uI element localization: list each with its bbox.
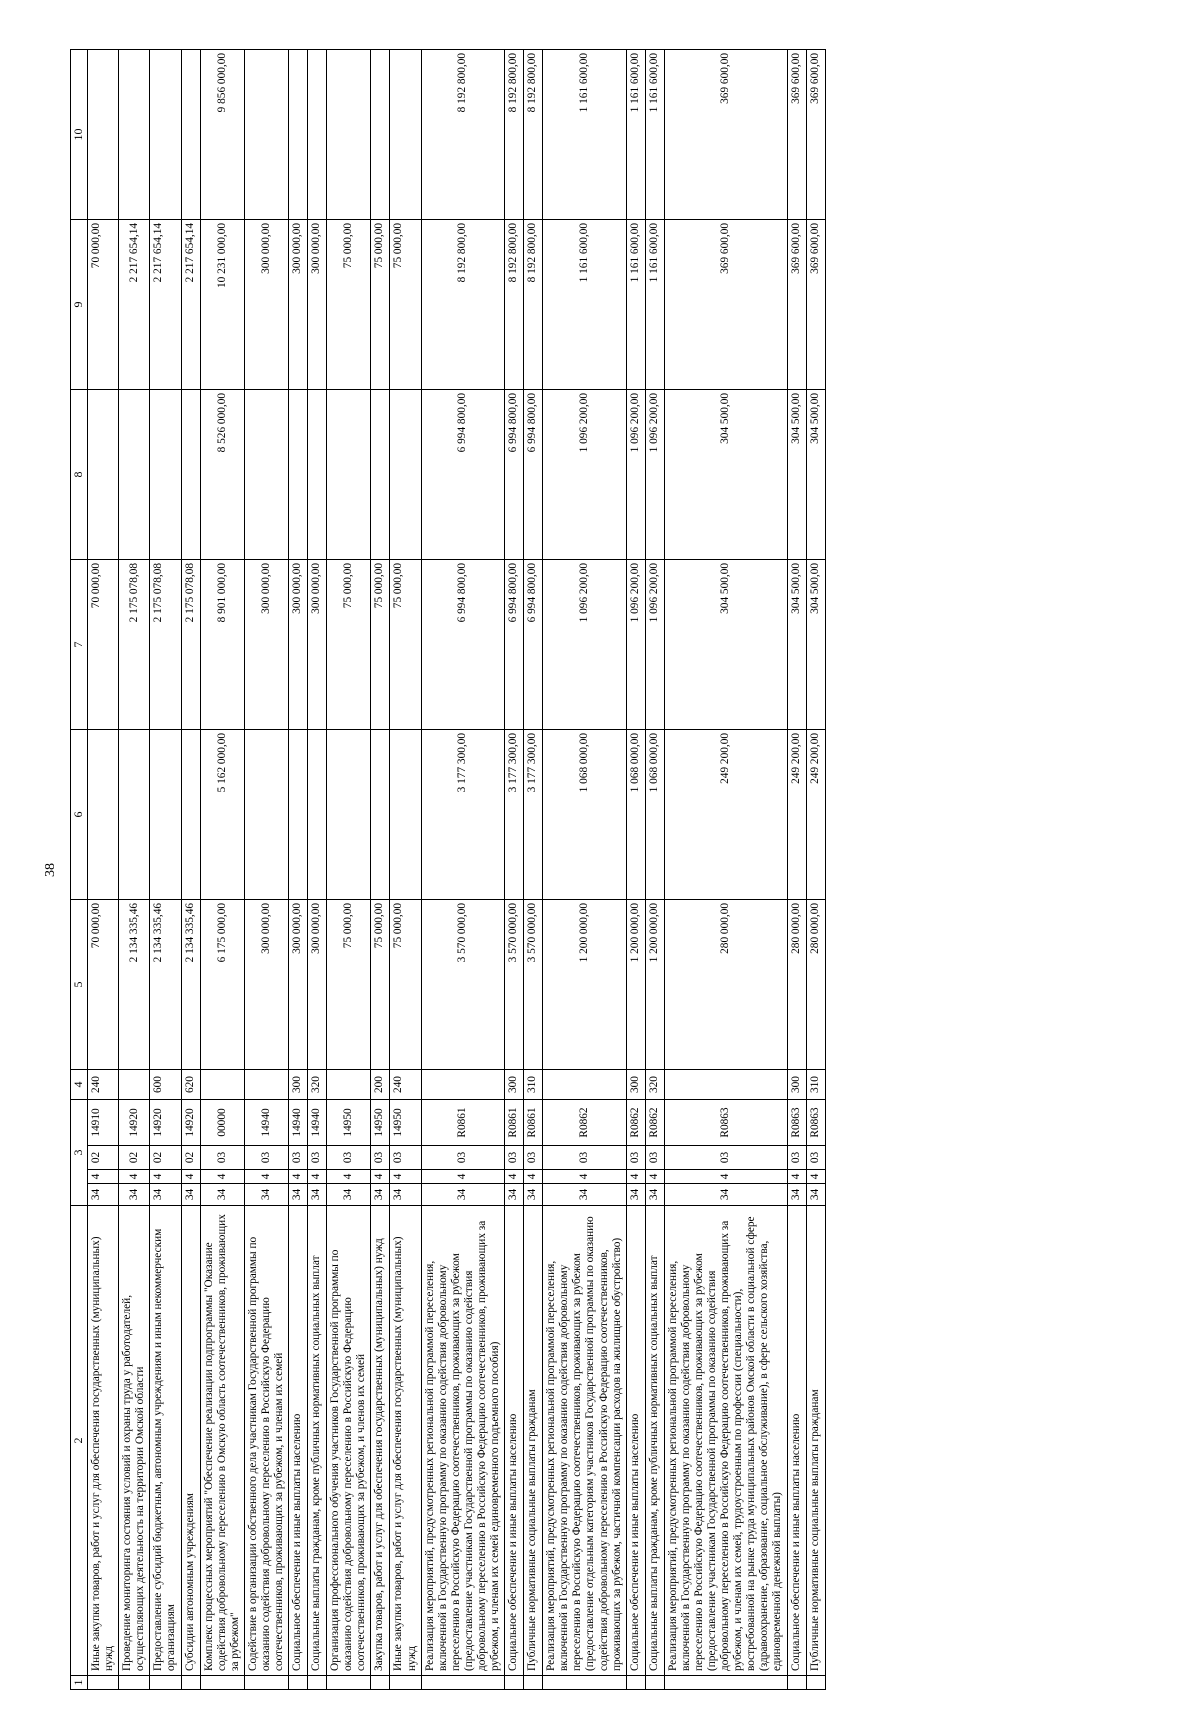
column-header: 3 [71,1100,88,1206]
budget-table [70,49,826,1690]
code-cell: 4 [88,1170,119,1184]
row-name: Реализация мероприятий, предусмотренных региональной программой переселения, включенной в Государственную программу по оказанию содействия добровольному переселению в Российскую Федерацию соотечественников, проживающих за рубежом (предоставление участникам Государственной программы по оказанию содействия добровольному переселению в Российскую Федерацию соотечественников, проживающих за рубежом, и членам их семей единовременного подъемного пособия) [421,1206,505,1676]
table-body [88,50,826,1690]
amount-cell: 75 000,00 [390,560,421,730]
amount-cell: 3 177 300,00 [421,730,505,900]
amount-cell: 1 200 000,00 [543,900,627,1070]
row-index-cell [119,1676,150,1690]
code-cell: 4 [150,1170,181,1184]
amount-cell: 300 000,00 [244,900,288,1070]
row-index-cell [88,1676,119,1690]
code-cell: 14950 [327,1100,371,1146]
page-number: 38 [43,863,58,877]
code-cell: 03 [806,1146,825,1170]
amount-cell: 6 994 800,00 [421,560,505,730]
amount-cell: 2 175 078,08 [119,560,150,730]
amount-cell [150,730,181,900]
row-name: Публичные нормативные социальные выплаты гражданам [806,1206,825,1676]
amount-cell: 280 000,00 [787,900,806,1070]
code-cell: 02 [181,1146,200,1170]
code-cell: 34 [327,1184,371,1206]
code-cell: 14940 [289,1100,308,1146]
table-row [244,50,288,1690]
code-cell: 34 [88,1184,119,1206]
code-cell: 14950 [390,1100,421,1146]
row-name: Иные закупки товаров, работ и услуг для обеспечения государственных (муниципальных) нужд [390,1206,421,1676]
amount-cell: 6 994 800,00 [505,560,524,730]
table-row [371,50,390,1690]
table-row [308,50,327,1690]
row-index-cell [787,1676,806,1690]
amount-cell [88,390,119,560]
row-name: Закупка товаров, работ и услуг для обеспечения государственных (муниципальных) нужд [371,1206,390,1676]
code-cell: 34 [626,1184,645,1206]
table-row [787,50,806,1690]
table-row [88,50,119,1690]
column-header: 9 [71,220,88,390]
amount-cell: 3 177 300,00 [524,730,543,900]
code-cell: 4 [327,1170,371,1184]
code-cell: 34 [308,1184,327,1206]
code-cell: R0863 [787,1100,806,1146]
amount-cell: 369 600,00 [787,220,806,390]
row-index-cell [327,1676,371,1690]
code-cell: 14940 [244,1100,288,1146]
column-header: 7 [71,560,88,730]
row-index-cell [244,1676,288,1690]
code-cell: R0862 [626,1100,645,1146]
amount-cell: 1 068 000,00 [626,730,645,900]
amount-cell [244,730,288,900]
amount-cell: 8 192 800,00 [505,220,524,390]
amount-cell: 249 200,00 [787,730,806,900]
code-cell: 03 [244,1146,288,1170]
row-name: Организация профессионального обучения участников Государственной программы по оказанию содействия добровольному переселению в Российскую Федерацию соотечественников, проживающих за рубежом, и членов их семей [327,1206,371,1676]
code-cell: R0863 [806,1100,825,1146]
code-cell: 03 [543,1146,627,1170]
code-cell: 4 [119,1170,150,1184]
amount-cell: 300 000,00 [244,220,288,390]
row-index-cell [806,1676,825,1690]
amount-cell: 249 200,00 [664,730,787,900]
amount-cell [289,50,308,220]
amount-cell: 304 500,00 [806,560,825,730]
amount-cell: 6 994 800,00 [421,390,505,560]
amount-cell: 300 000,00 [308,220,327,390]
amount-cell: 8 192 800,00 [505,50,524,220]
amount-cell [327,390,371,560]
row-name: Социальное обеспечение и иные выплаты населению [289,1206,308,1676]
table-row [390,50,421,1690]
expense-type-cell: 200 [371,1070,390,1100]
amount-cell: 300 000,00 [308,900,327,1070]
amount-cell: 6 175 000,00 [200,900,244,1070]
code-cell: 00000 [200,1100,244,1146]
amount-cell [150,50,181,220]
amount-cell [244,50,288,220]
column-header: 5 [71,900,88,1070]
amount-cell [327,50,371,220]
column-header: 2 [71,1206,88,1676]
amount-cell: 5 162 000,00 [200,730,244,900]
amount-cell: 280 000,00 [806,900,825,1070]
code-cell: 34 [806,1184,825,1206]
table-row [505,50,524,1690]
row-index-cell [200,1676,244,1690]
amount-cell [308,390,327,560]
row-index-cell [181,1676,200,1690]
expense-type-cell: 320 [308,1070,327,1100]
code-cell: 03 [308,1146,327,1170]
table-row [181,50,200,1690]
code-cell: 14920 [119,1100,150,1146]
table-row [664,50,787,1690]
amount-cell: 8 526 000,00 [200,390,244,560]
row-index-cell [150,1676,181,1690]
amount-cell: 369 600,00 [806,50,825,220]
amount-cell: 75 000,00 [327,220,371,390]
code-cell: 34 [200,1184,244,1206]
code-cell: 34 [505,1184,524,1206]
code-cell: 02 [150,1146,181,1170]
column-header: 8 [71,390,88,560]
column-number-row [71,50,88,1690]
amount-cell: 369 600,00 [787,50,806,220]
amount-cell: 1 096 200,00 [626,560,645,730]
amount-cell [390,390,421,560]
amount-cell [244,390,288,560]
amount-cell [181,730,200,900]
amount-cell: 75 000,00 [390,220,421,390]
row-index-cell [371,1676,390,1690]
expense-type-cell: 620 [181,1070,200,1100]
row-name: Социальное обеспечение и иные выплаты населению [505,1206,524,1676]
row-name: Реализация мероприятий, предусмотренных региональной программой переселения, включенной в Государственную программу по оказанию содействия добровольному переселению в Российскую Федерацию соотечественников, проживающих за рубежом (предоставление отдельным категориям участников Государственной программы по оказанию содействия добровольному переселению в Российскую Федерацию соотечественников, проживающих за рубежом, частичной компенсации расходов на жилищное обустройство) [543,1206,627,1676]
code-cell: 34 [150,1184,181,1206]
table-row [421,50,505,1690]
amount-cell [371,50,390,220]
row-name: Иные закупки товаров, работ и услуг для обеспечения государственных (муниципальных) нужд [88,1206,119,1676]
code-cell: R0861 [505,1100,524,1146]
code-cell: 4 [200,1170,244,1184]
code-cell: R0863 [664,1100,787,1146]
row-index-cell [543,1676,627,1690]
amount-cell: 75 000,00 [390,900,421,1070]
table-row [327,50,371,1690]
amount-cell: 1 161 600,00 [626,220,645,390]
code-cell: 34 [664,1184,787,1206]
row-name: Предоставление субсидий бюджетным, автономным учреждениям и иным некоммерческим организациям [150,1206,181,1676]
amount-cell: 304 500,00 [806,390,825,560]
code-cell: R0862 [645,1100,664,1146]
expense-type-cell [543,1070,627,1100]
code-cell: 02 [88,1146,119,1170]
amount-cell: 300 000,00 [289,220,308,390]
amount-cell: 3 570 000,00 [421,900,505,1070]
code-cell: 4 [308,1170,327,1184]
amount-cell: 304 500,00 [664,560,787,730]
expense-type-cell: 300 [505,1070,524,1100]
amount-cell: 8 192 800,00 [524,220,543,390]
amount-cell [88,730,119,900]
amount-cell: 1 096 200,00 [645,560,664,730]
code-cell: 14950 [371,1100,390,1146]
code-cell: 34 [787,1184,806,1206]
code-cell: 4 [806,1170,825,1184]
amount-cell: 280 000,00 [664,900,787,1070]
code-cell: 34 [119,1184,150,1206]
amount-cell: 300 000,00 [308,560,327,730]
code-cell: 03 [390,1146,421,1170]
amount-cell: 304 500,00 [787,560,806,730]
amount-cell: 75 000,00 [371,900,390,1070]
row-index-cell [308,1676,327,1690]
amount-cell: 3 177 300,00 [505,730,524,900]
code-cell: 03 [626,1146,645,1170]
amount-cell: 1 200 000,00 [645,900,664,1070]
amount-cell: 70 000,00 [88,220,119,390]
row-index-cell [390,1676,421,1690]
code-cell: 14910 [88,1100,119,1146]
amount-cell: 1 068 000,00 [543,730,627,900]
code-cell: 34 [524,1184,543,1206]
amount-cell: 8 192 800,00 [421,50,505,220]
amount-cell [371,390,390,560]
row-index-cell [524,1676,543,1690]
expense-type-cell: 300 [289,1070,308,1100]
code-cell: 03 [327,1146,371,1170]
row-name: Субсидии автономным учреждениям [181,1206,200,1676]
table-row [543,50,627,1690]
amount-cell: 9 856 000,00 [200,50,244,220]
expense-type-cell [244,1070,288,1100]
amount-cell [390,730,421,900]
code-cell: 03 [371,1146,390,1170]
code-cell: 34 [543,1184,627,1206]
code-cell: 4 [645,1170,664,1184]
code-cell: 03 [200,1146,244,1170]
amount-cell: 8 192 800,00 [421,220,505,390]
expense-type-cell: 300 [626,1070,645,1100]
amount-cell: 369 600,00 [664,50,787,220]
code-cell: R0862 [543,1100,627,1146]
amount-cell: 70 000,00 [88,560,119,730]
table-row [806,50,825,1690]
amount-cell: 304 500,00 [787,390,806,560]
amount-cell: 2 175 078,08 [150,560,181,730]
row-name: Содействие в организации собственного дела участникам Государственной программы по оказанию содействия добровольному переселению в Российскую Федерацию соотечественников, проживающих за рубежом, и членам их семей [244,1206,288,1676]
amount-cell: 6 994 800,00 [524,390,543,560]
amount-cell: 2 217 654,14 [150,220,181,390]
row-index-cell [421,1676,505,1690]
amount-cell: 2 134 335,46 [181,900,200,1070]
table-row [150,50,181,1690]
amount-cell: 10 231 000,00 [200,220,244,390]
expense-type-cell [664,1070,787,1100]
row-name: Социальные выплаты гражданам, кроме публичных нормативных социальных выплат [645,1206,664,1676]
amount-cell: 8 901 000,00 [200,560,244,730]
code-cell: 34 [244,1184,288,1206]
row-name: Публичные нормативные социальные выплаты гражданам [524,1206,543,1676]
amount-cell [150,390,181,560]
amount-cell: 1 096 200,00 [543,390,627,560]
code-cell: 4 [244,1170,288,1184]
code-cell: R0861 [421,1100,505,1146]
code-cell: 4 [524,1170,543,1184]
code-cell: 03 [524,1146,543,1170]
amount-cell: 2 217 654,14 [119,220,150,390]
amount-cell: 304 500,00 [664,390,787,560]
amount-cell [308,50,327,220]
amount-cell: 369 600,00 [806,220,825,390]
amount-cell [181,390,200,560]
amount-cell: 1 096 200,00 [645,390,664,560]
code-cell: 4 [626,1170,645,1184]
amount-cell [119,50,150,220]
amount-cell: 1 200 000,00 [626,900,645,1070]
code-cell: 34 [289,1184,308,1206]
code-cell: 4 [664,1170,787,1184]
amount-cell: 75 000,00 [371,220,390,390]
amount-cell: 2 134 335,46 [119,900,150,1070]
amount-cell: 300 000,00 [289,900,308,1070]
code-cell: 4 [543,1170,627,1184]
amount-cell: 75 000,00 [327,900,371,1070]
amount-cell: 1 161 600,00 [543,50,627,220]
amount-cell: 1 161 600,00 [626,50,645,220]
code-cell: 34 [421,1184,505,1206]
expense-type-cell [327,1070,371,1100]
code-cell: 14920 [150,1100,181,1146]
code-cell: 14920 [181,1100,200,1146]
amount-cell: 369 600,00 [664,220,787,390]
amount-cell: 8 192 800,00 [524,50,543,220]
column-header: 1 [71,1676,88,1690]
table-row [119,50,150,1690]
row-index-cell [505,1676,524,1690]
amount-cell: 1 068 000,00 [645,730,664,900]
amount-cell [308,730,327,900]
expense-type-cell: 310 [806,1070,825,1100]
amount-cell [289,730,308,900]
amount-cell: 75 000,00 [371,560,390,730]
row-index-cell [645,1676,664,1690]
expense-type-cell: 240 [88,1070,119,1100]
column-header: 6 [71,730,88,900]
code-cell: 4 [421,1170,505,1184]
code-cell: 34 [645,1184,664,1206]
amount-cell [88,50,119,220]
amount-cell: 70 000,00 [88,900,119,1070]
expense-type-cell: 320 [645,1070,664,1100]
code-cell: 03 [421,1146,505,1170]
expense-type-cell: 310 [524,1070,543,1100]
code-cell: 4 [505,1170,524,1184]
code-cell: 34 [371,1184,390,1206]
code-cell: 02 [119,1146,150,1170]
table-row [645,50,664,1690]
table-row [289,50,308,1690]
row-name: Социальное обеспечение и иные выплаты населению [787,1206,806,1676]
code-cell: 34 [390,1184,421,1206]
row-name: Социальные выплаты гражданам, кроме публичных нормативных социальных выплат [308,1206,327,1676]
code-cell: 4 [371,1170,390,1184]
code-cell: 34 [181,1184,200,1206]
row-name: Реализация мероприятий, предусмотренных региональной программой переселения, включенной в Государственную программу по оказанию содействия добровольному переселению в Российскую Федерацию соотечественников, проживающих за рубежом (предоставление участникам Государственной программы по оказанию содействия добровольному переселению в Российскую Федерацию соотечественников, проживающих за рубежом, и членам их семей, трудоустроенным по профессии (специальности), востребованной на рынке труда муниципальных районов Омской области в социальной сфере (здравоохранение, образование, социальное обслуживание), в сфере сельского хозяйства, единовременной денежной выплаты) [664,1206,787,1676]
amount-cell: 249 200,00 [806,730,825,900]
row-index-cell [289,1676,308,1690]
amount-cell [327,730,371,900]
expense-type-cell [200,1070,244,1100]
row-index-cell [664,1676,787,1690]
column-header: 4 [71,1070,88,1100]
rotated-page [40,50,1060,1690]
column-header: 10 [71,50,88,220]
amount-cell: 300 000,00 [244,560,288,730]
amount-cell [119,730,150,900]
code-cell: 03 [664,1146,787,1170]
row-name: Проведение мониторинга состояния условий и охраны труда у работодателей, осуществляющих деятельность на территории Омской области [119,1206,150,1676]
expense-type-cell [119,1070,150,1100]
amount-cell: 6 994 800,00 [505,390,524,560]
code-cell: 4 [181,1170,200,1184]
amount-cell: 1 096 200,00 [543,560,627,730]
amount-cell: 6 994 800,00 [524,560,543,730]
amount-cell: 2 175 078,08 [181,560,200,730]
amount-cell: 1 161 600,00 [543,220,627,390]
row-index-cell [626,1676,645,1690]
expense-type-cell: 240 [390,1070,421,1100]
code-cell: 4 [787,1170,806,1184]
amount-cell: 1 096 200,00 [626,390,645,560]
amount-cell: 3 570 000,00 [524,900,543,1070]
amount-cell: 3 570 000,00 [505,900,524,1070]
table-row [200,50,244,1690]
amount-cell [119,390,150,560]
amount-cell: 2 134 335,46 [150,900,181,1070]
amount-cell: 300 000,00 [289,560,308,730]
row-name: Комплекс процессных мероприятий "Обеспечение реализации подпрограммы "Оказание содействия добровольному переселению в Омскую область соотечественников, проживающих за рубежом" [200,1206,244,1676]
code-cell: 4 [289,1170,308,1184]
amount-cell: 1 161 600,00 [645,220,664,390]
expense-type-cell [421,1070,505,1100]
expense-type-cell: 300 [787,1070,806,1100]
amount-cell [390,50,421,220]
code-cell: 03 [505,1146,524,1170]
amount-cell [181,50,200,220]
amount-cell: 1 161 600,00 [645,50,664,220]
code-cell: 14940 [308,1100,327,1146]
code-cell: R0861 [524,1100,543,1146]
amount-cell: 2 217 654,14 [181,220,200,390]
amount-cell [371,730,390,900]
code-cell: 03 [787,1146,806,1170]
expense-type-cell: 600 [150,1070,181,1100]
amount-cell [289,390,308,560]
row-name: Социальное обеспечение и иные выплаты населению [626,1206,645,1676]
code-cell: 03 [289,1146,308,1170]
code-cell: 03 [645,1146,664,1170]
table-row [524,50,543,1690]
code-cell: 4 [390,1170,421,1184]
table-row [626,50,645,1690]
amount-cell: 75 000,00 [327,560,371,730]
